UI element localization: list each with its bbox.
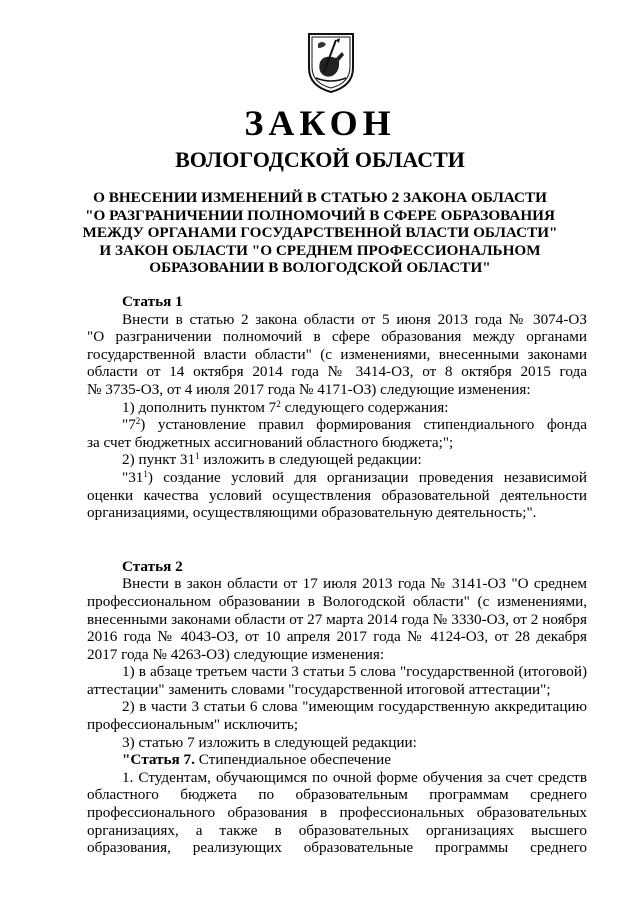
text-line: профессионального образования в профессиональных образовательных: [87, 804, 587, 822]
law-name-line: МЕЖДУ ОРГАНАМИ ГОСУДАРСТВЕННОЙ ВЛАСТИ ОБЛАСТИ": [82, 224, 558, 241]
text-line: 2016 года № 4043-ОЗ, от 10 апреля 2017 года № 4124-ОЗ, от 28 декабря: [87, 628, 587, 646]
amendment-text: "$7^2$) установление правил формирования стипендиального фонда: [122, 416, 587, 434]
text-line: организациях, а также в образовательных организациях высшего: [87, 821, 587, 839]
region-title: ВОЛОГОДСКОЙ ОБЛАСТИ: [175, 147, 465, 172]
amendment-text: "$31^1$) создание условий для организации проведения независимой: [122, 468, 587, 486]
text-line: Внести в закон области от 17 июля 2013 года № 3141-ОЗ "О среднем: [122, 575, 587, 593]
text-line: внесенными законами области от 27 марта 2014 года № 3330-ОЗ, от 2 ноября: [87, 610, 587, 628]
text-line: профессиональном образовании в Вологодской области" (с изменениями,: [87, 592, 587, 610]
text-line: Внести в статью 2 закона области от 5 июня 2013 года № 3074-ОЗ: [122, 310, 587, 328]
text-line: областного бюджета по образовательным программам среднего: [87, 786, 587, 804]
amendment-item-1: 1) дополнить пунктом $7^2$ следующего содержания:: [122, 398, 449, 416]
text-line: образования, реализующих образовательные программы среднего: [87, 839, 587, 857]
amendment-item-1: 1) в абзаце третьем части 3 статьи 5 слова "государственной (итоговой): [122, 663, 587, 681]
amendment-item-3: 3) статью 7 изложить в следующей редакции:: [122, 733, 417, 751]
text-line: 2017 года № 4263-ОЗ) следующие изменения:: [87, 645, 385, 663]
text-line: за счет бюджетных ассигнований областного бюджета;";: [87, 433, 454, 451]
document-body: [87, 293, 587, 857]
text-line: оценки качества условий осуществления образовательной деятельности: [87, 486, 587, 504]
text-line: № 3735-ОЗ, от 4 июля 2017 года № 4171-ОЗ) следующие изменения:: [87, 380, 531, 398]
law-title: ЗАКОН: [244, 103, 396, 143]
text-line: организациями, осуществляющими образовательную деятельность;".: [87, 504, 537, 522]
article-7-title: "Статья 7. Стипендиальное обеспечение: [122, 751, 391, 769]
text-line: аттестации" заменить словами "государственной итоговой аттестации";: [87, 680, 551, 698]
law-name-line: "О РАЗГРАНИЧЕНИИ ПОЛНОМОЧИЙ В СФЕРЕ ОБРАЗОВАНИЯ: [85, 206, 555, 224]
article-2-heading: Статья 2: [122, 557, 183, 575]
amendment-item-2: 2) пункт $31^1$ изложить в следующей редакции:: [122, 451, 422, 469]
text-line: "О разграничении полномочий в сфере образования между органами: [87, 328, 587, 346]
text-line: области от 14 октября 2014 года № 3414-ОЗ, от 8 октября 2015 года: [87, 363, 587, 381]
text-line: 1. Студентам, обучающимся по очной форме обучения за счет средств: [122, 768, 587, 786]
law-name-line: О ВНЕСЕНИИ ИЗМЕНЕНИЙ В СТАТЬЮ 2 ЗАКОНА ОБЛАСТИ: [93, 189, 547, 206]
law-name-line: И ЗАКОН ОБЛАСТИ "О СРЕДНЕМ ПРОФЕССИОНАЛЬНОМ: [99, 241, 541, 259]
text-line: профессиональным" исключить;: [87, 716, 299, 734]
amendment-item-2: 2) в части 3 статьи 6 слова "имеющим государственную аккредитацию: [122, 698, 587, 716]
article-1-heading: Статья 1: [122, 293, 183, 310]
text-line: государственной власти области" (с изменениями, внесенными законами: [87, 345, 587, 363]
coat-of-arms-icon: [306, 32, 356, 94]
law-name-line: ОБРАЗОВАНИИ В ВОЛОГОДСКОЙ ОБЛАСТИ": [149, 259, 491, 276]
law-name: [60, 189, 580, 277]
